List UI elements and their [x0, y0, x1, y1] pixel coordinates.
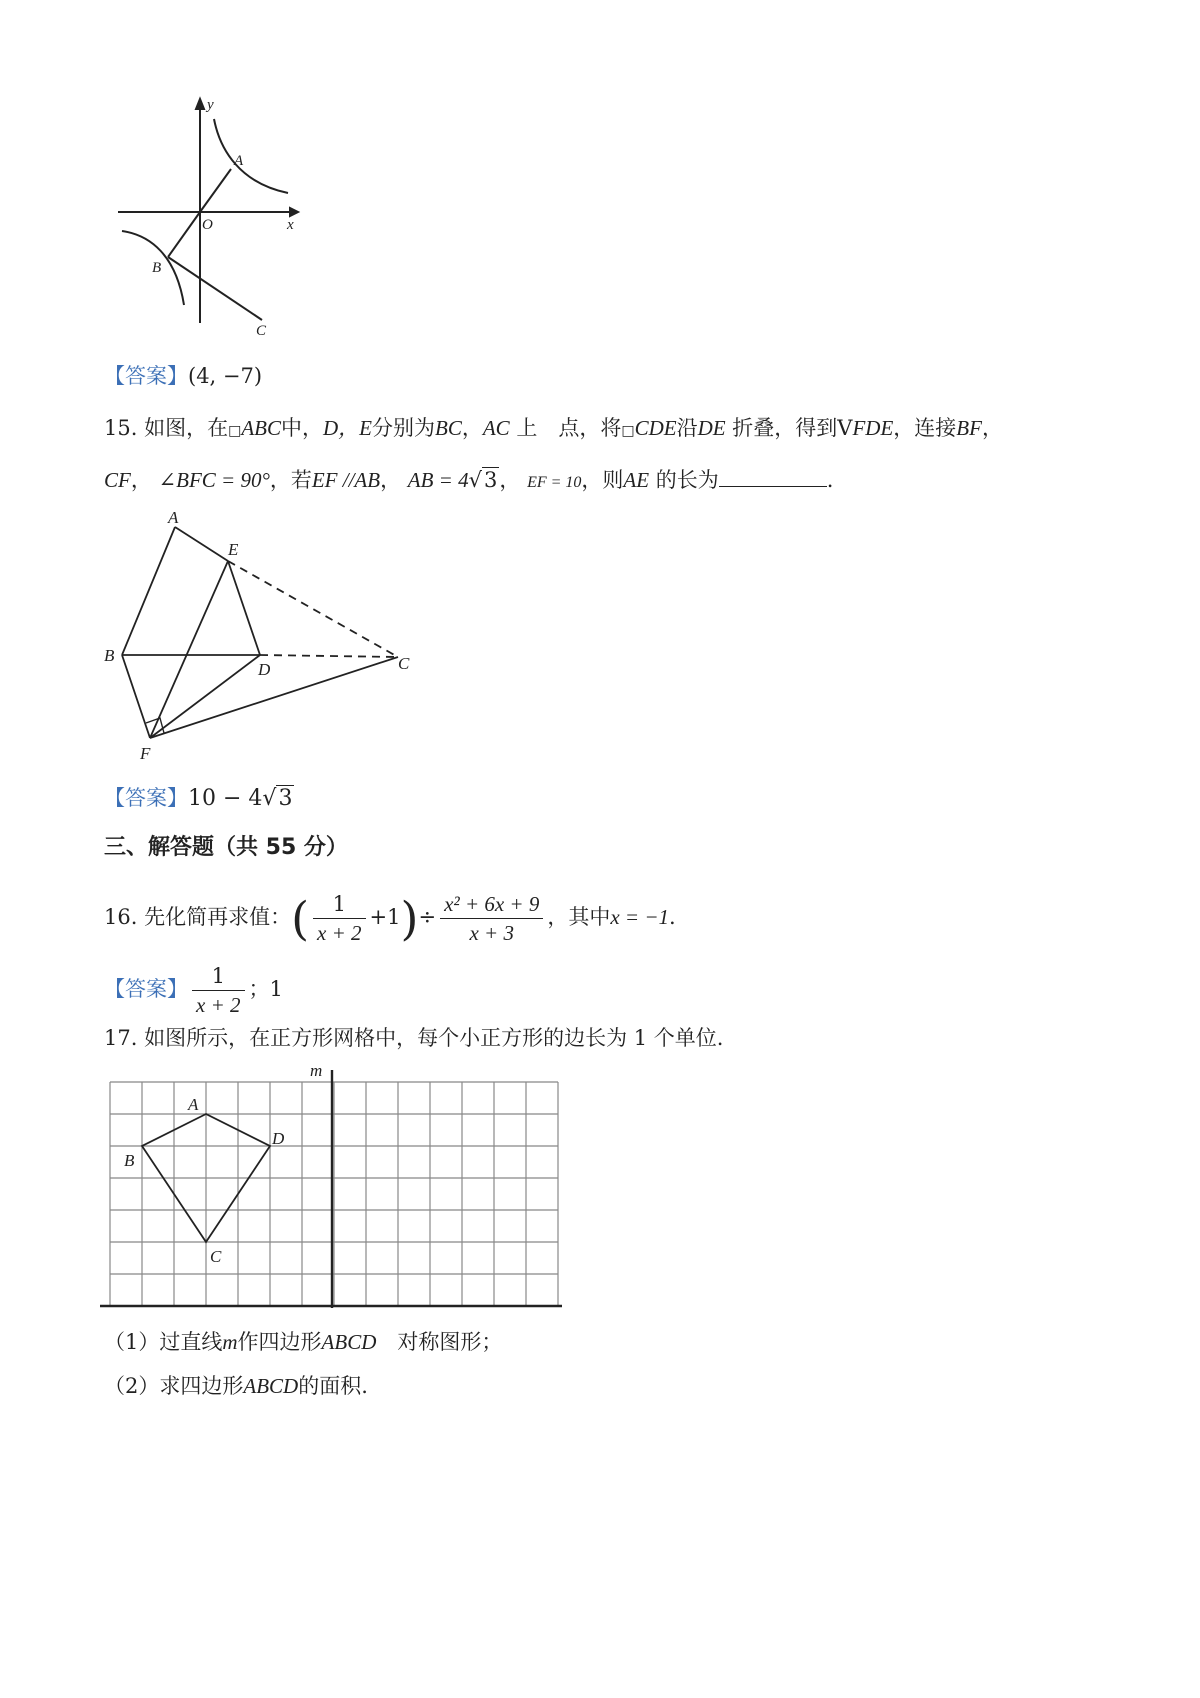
label-c: C	[256, 323, 267, 339]
question-17: 17. 如图所示，在正方形网格中，每个小正方形的边长为 1 个单位.	[104, 1026, 724, 1050]
segment-df	[150, 655, 260, 738]
label-o: O	[202, 217, 213, 233]
segment-bc	[168, 257, 262, 320]
answer-15: 【答案】10 − 4√3	[104, 786, 293, 811]
segment-ab	[122, 527, 175, 655]
label-e: E	[228, 540, 239, 559]
answer-16: 【答案】 $\frac{1}{x + 2}$ ；1	[104, 964, 283, 1017]
label-a: A	[234, 153, 244, 169]
answer-tag: 【答案】	[104, 977, 188, 1001]
segment-ae	[175, 527, 228, 561]
x-axis-arrow	[290, 208, 298, 216]
segment-ec-dashed	[228, 561, 398, 657]
label-c: C	[398, 654, 410, 673]
answer-blank	[719, 468, 827, 487]
figure-14-hyperbola	[110, 95, 310, 345]
label-b: B	[104, 646, 115, 665]
label-a: A	[188, 1095, 199, 1114]
sqrt-3: √3	[262, 786, 293, 811]
label-b: B	[152, 260, 162, 276]
label-y: y	[207, 97, 214, 113]
segment-ob	[168, 212, 200, 257]
label-f: F	[140, 744, 151, 763]
figure-17-grid	[96, 1058, 571, 1320]
section-heading: 三、解答题（共 55 分）	[104, 835, 348, 860]
segment-ef	[150, 561, 228, 738]
label-c: C	[210, 1247, 222, 1266]
answer-14: 【答案】(4, −7)	[104, 364, 263, 388]
segment-fc	[150, 657, 398, 738]
hyperbola-branch-upper	[214, 119, 288, 193]
segment-oa	[200, 169, 231, 212]
answer-fraction: $\frac{1}{x + 2}$	[192, 962, 245, 1019]
answer-tag: 【答案】	[104, 364, 188, 388]
question-17-part-1: （1）过直线m作四边形ABCD 对称图形；	[104, 1330, 503, 1354]
question-15-line-1: 15. 如图，在□ABC中，D，E分别为BC，AC 上 点，将□CDE沿DE 折叠，得到VFDE，连接BF，	[104, 416, 1003, 440]
label-d: D	[258, 660, 271, 679]
label-x: x	[287, 217, 294, 233]
question-15-line-2: CF， ∠BFC = 90°，若EF //AB， AB = 4√3， EF = 10，则AE 的长为 .	[104, 468, 834, 492]
question-17-part-2: （2）求四边形ABCD的面积.	[104, 1374, 368, 1398]
label-a: A	[168, 508, 179, 527]
figure-15-folding	[100, 505, 430, 770]
segment-bf	[122, 655, 150, 738]
y-axis-arrow	[196, 99, 204, 109]
segment-dc-dashed	[260, 655, 398, 657]
sqrt-3: √3	[468, 468, 498, 492]
label-b: B	[124, 1151, 135, 1170]
segment-ed	[228, 561, 260, 655]
answer-tag: 【答案】	[104, 786, 188, 810]
question-16: 16. 先化简再求值：( $\frac{1}{x + 2}$ +1)÷ $\frac{\text{x² + 6x + 9}}{x + 3}$ ，其中x = −1.	[104, 891, 676, 946]
fraction-1: $\frac{1}{x + 2}$	[313, 890, 366, 947]
fraction-2: $\frac{\text{x² + 6x + 9}}{x + 3}$	[440, 890, 543, 947]
label-d: D	[272, 1129, 285, 1148]
label-m: m	[310, 1061, 323, 1080]
